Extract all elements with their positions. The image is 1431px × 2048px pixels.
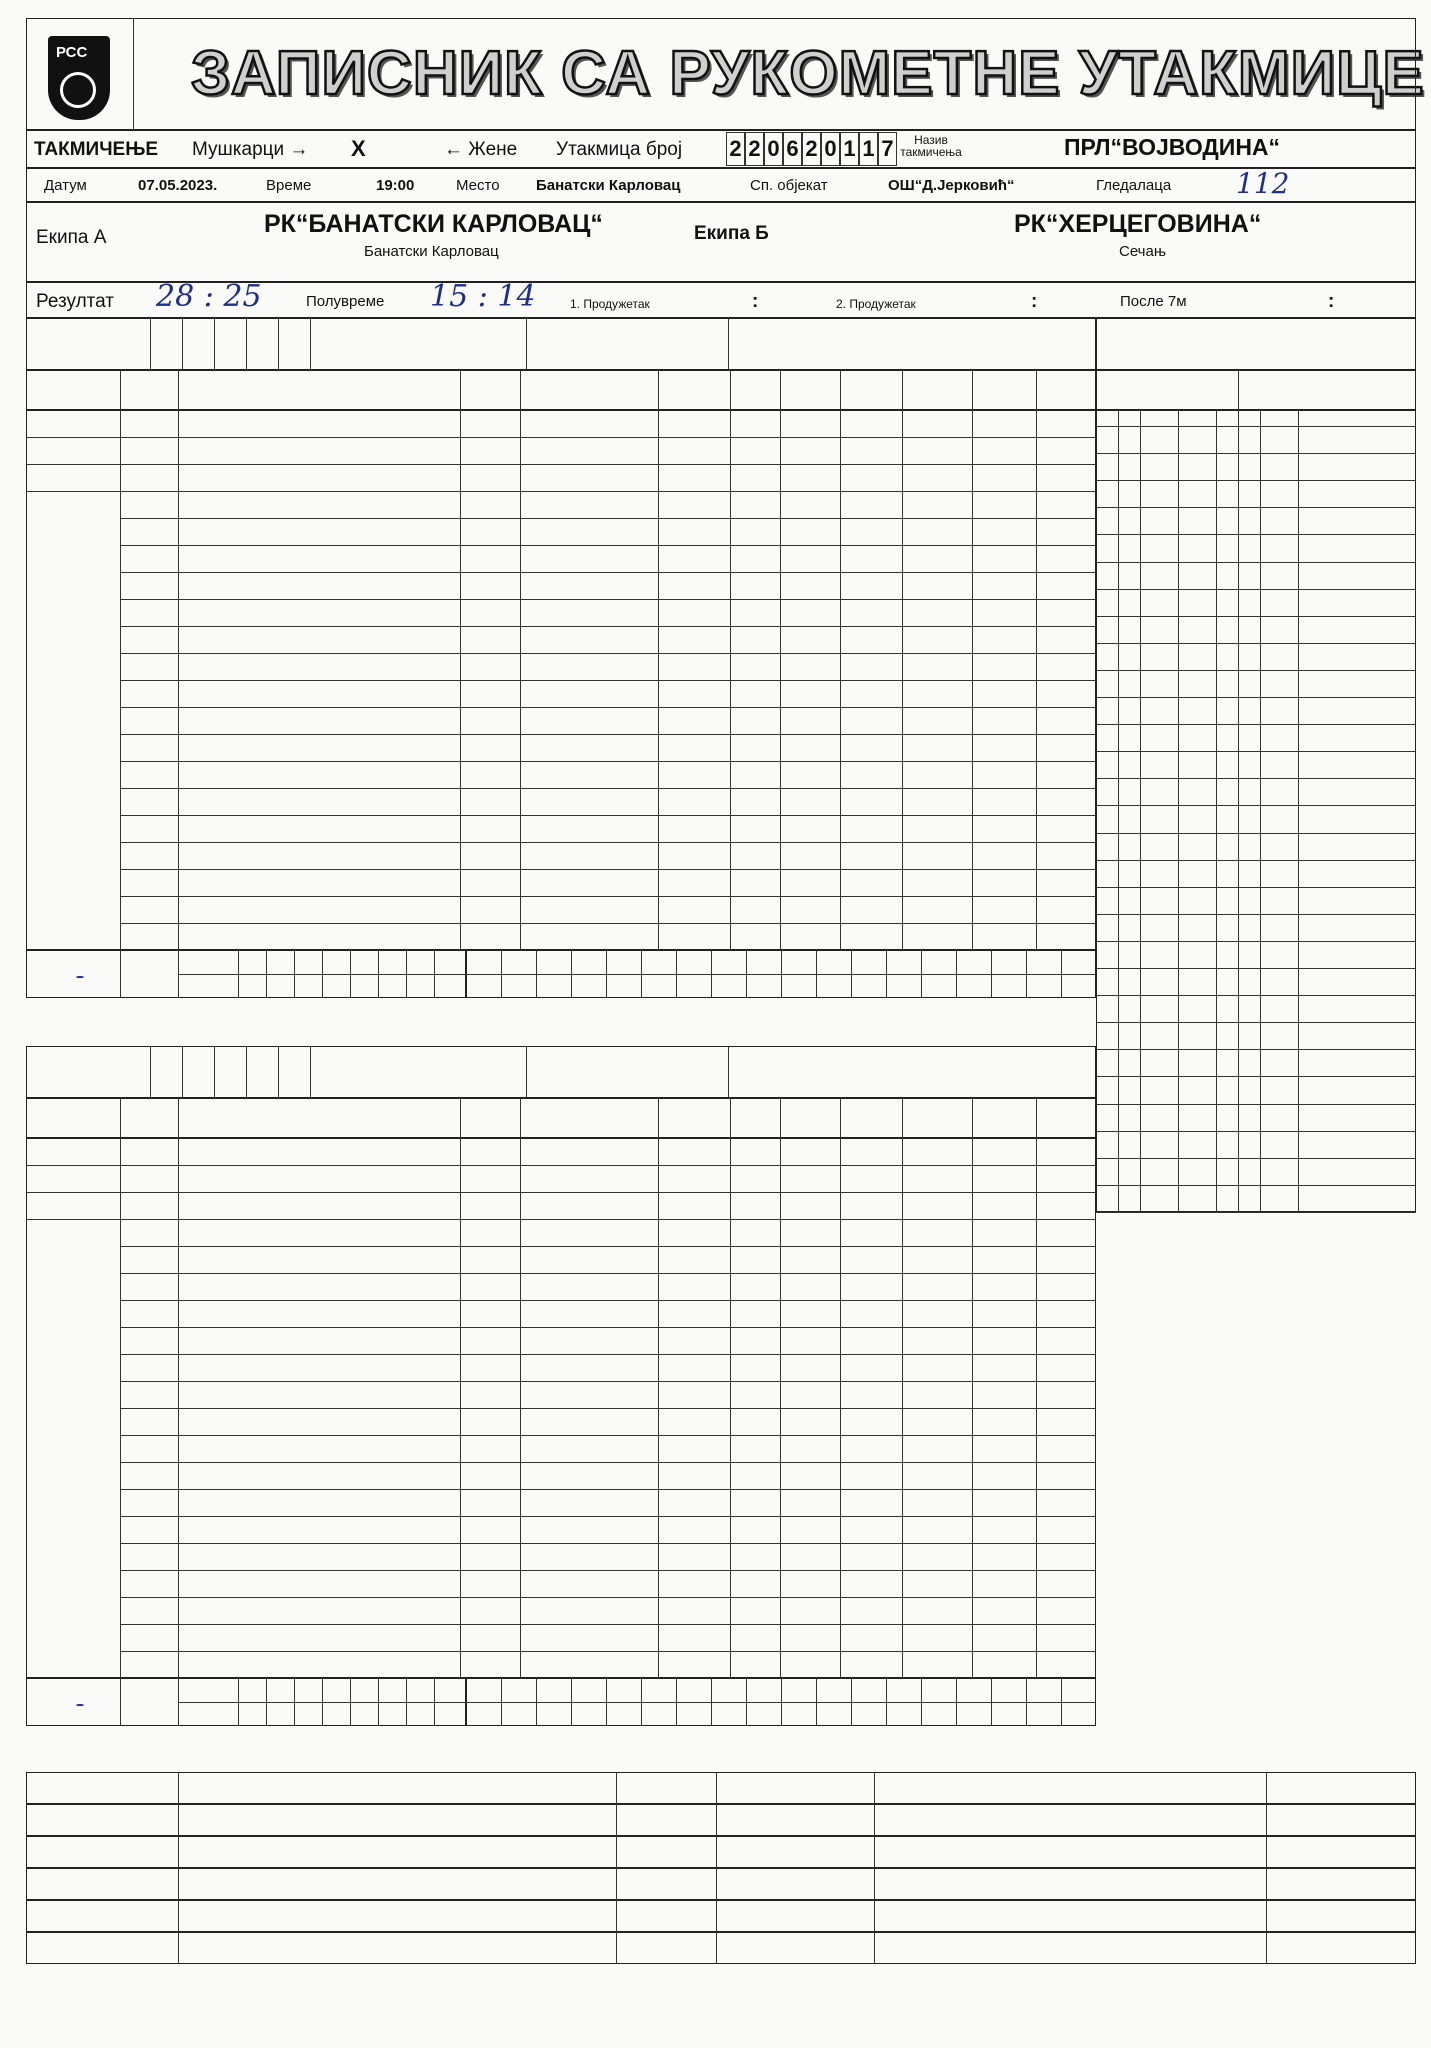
- divider: [178, 370, 179, 410]
- divider: [1096, 670, 1416, 671]
- divider: [120, 734, 1096, 735]
- divider: [728, 1046, 729, 1098]
- divider: [120, 545, 1096, 546]
- place-value: Банатски Карловац: [536, 177, 681, 194]
- divider: [120, 1219, 1096, 1220]
- men-label: Мушкарци →: [192, 139, 309, 160]
- progress-subheader: [1096, 370, 1416, 410]
- divider: [120, 1489, 1096, 1490]
- divider: [378, 950, 379, 998]
- divider: [1096, 426, 1416, 427]
- match-number-digit: 0: [764, 132, 783, 166]
- officials-row: [26, 1772, 1416, 1804]
- divider: [874, 1836, 875, 1868]
- match-sheet: [26, 18, 1425, 1998]
- divider: [178, 1836, 179, 1868]
- divider: [120, 1597, 1096, 1598]
- result-label: Резултат: [36, 291, 114, 312]
- team-a-name: РК“БАНАТСКИ КАРЛОВАЦ“: [264, 210, 603, 238]
- divider: [460, 1098, 461, 1138]
- progress-header: [1096, 318, 1416, 370]
- divider: [1096, 860, 1416, 861]
- divider: [1118, 410, 1119, 1212]
- divider: [1266, 1932, 1267, 1964]
- divider: [716, 1836, 717, 1868]
- divider: [406, 1678, 407, 1726]
- divider: [322, 1678, 323, 1726]
- divider: [466, 1702, 1096, 1703]
- team-a-label: Екипа А: [36, 227, 107, 248]
- divider: [874, 1932, 875, 1964]
- divider: [716, 1804, 717, 1836]
- divider: [120, 1408, 1096, 1409]
- overtime2-value: :: [1031, 291, 1038, 312]
- divider: [1266, 1804, 1267, 1836]
- divider: [972, 370, 973, 410]
- divider: [120, 437, 1096, 438]
- overtime1-label: 1. Продужетак: [570, 297, 650, 311]
- divider: [238, 950, 239, 998]
- after-7m-label: После 7м: [1120, 293, 1187, 310]
- divider: [1096, 968, 1416, 969]
- divider: [1096, 697, 1416, 698]
- divider: [120, 1300, 1096, 1301]
- divider: [120, 653, 1096, 654]
- divider: [730, 370, 731, 410]
- officials-row: [26, 1868, 1416, 1900]
- divider: [120, 1246, 1096, 1247]
- spectators-value: 112: [1236, 167, 1290, 200]
- divider: [1096, 914, 1416, 915]
- divider: [310, 1046, 311, 1098]
- officials-row: [26, 1804, 1416, 1836]
- divider: [526, 1046, 527, 1098]
- divider: [246, 318, 247, 370]
- divider: [294, 950, 295, 998]
- divider: [246, 1046, 247, 1098]
- divider: [26, 491, 120, 492]
- divider: [780, 370, 781, 410]
- divider: [716, 1868, 717, 1900]
- spectators-label: Гледалаца: [1096, 177, 1172, 194]
- divider: [120, 950, 121, 998]
- divider: [178, 1772, 179, 1804]
- divider: [178, 1098, 179, 1138]
- halftime-score: 15 : 14: [430, 279, 536, 314]
- divider: [434, 950, 435, 998]
- divider: [616, 1772, 617, 1804]
- header-box: [26, 18, 1416, 130]
- divider: [466, 974, 1096, 975]
- divider: [728, 318, 729, 370]
- team-header-row: [26, 318, 1096, 370]
- men-mark: X: [351, 136, 366, 161]
- divider: [120, 1381, 1096, 1382]
- divider: [1036, 1098, 1037, 1138]
- divider: [520, 370, 521, 410]
- officials-row: [26, 1932, 1416, 1964]
- divider: [730, 1098, 731, 1138]
- divider: [526, 318, 527, 370]
- divider: [1096, 941, 1416, 942]
- divider: [120, 1354, 1096, 1355]
- divider: [902, 370, 903, 410]
- divider: [266, 1678, 267, 1726]
- team-b-name: РК“ХЕРЦЕГОВИНА“: [1014, 210, 1262, 238]
- place-label: Место: [456, 177, 500, 194]
- divider: [1266, 1900, 1267, 1932]
- divider: [1140, 410, 1141, 1212]
- divider: [26, 1219, 120, 1220]
- divider: [1096, 1022, 1416, 1023]
- divider: [178, 1804, 179, 1836]
- divider: [1096, 507, 1416, 508]
- final-score: 28 : 25: [156, 279, 262, 314]
- divider: [120, 842, 1096, 843]
- divider: [120, 1435, 1096, 1436]
- divider: [874, 1804, 875, 1836]
- progress-grid: [1096, 410, 1416, 1212]
- officials-row: [26, 1900, 1416, 1932]
- competition-label: ТАКМИЧЕЊЕ: [34, 139, 159, 160]
- divider: [182, 318, 183, 370]
- divider: [520, 1098, 521, 1138]
- divider: [120, 788, 1096, 789]
- divider: [1096, 562, 1416, 563]
- divider: [460, 370, 461, 410]
- divider: [616, 1804, 617, 1836]
- divider: [1096, 805, 1416, 806]
- divider: [1298, 410, 1299, 1212]
- divider: [150, 318, 151, 370]
- divider: [120, 869, 1096, 870]
- divider: [120, 626, 1096, 627]
- match-number-digit: 1: [859, 132, 878, 166]
- match-number-digit: 0: [821, 132, 840, 166]
- divider: [26, 1192, 120, 1193]
- divider: [1096, 1076, 1416, 1077]
- match-no-label: Утакмица број: [556, 139, 683, 160]
- match-number-digit: 1: [840, 132, 859, 166]
- divider: [406, 950, 407, 998]
- divider: [120, 599, 1096, 600]
- divider: [178, 1900, 179, 1932]
- divider: [874, 1868, 875, 1900]
- divider: [266, 950, 267, 998]
- divider: [1178, 410, 1179, 1212]
- divider: [434, 1678, 435, 1726]
- divider: [1216, 410, 1217, 1212]
- overtime2-label: 2. Продужетак: [836, 297, 916, 311]
- divider: [120, 1651, 1096, 1652]
- divider: [120, 1462, 1096, 1463]
- divider: [120, 1165, 1096, 1166]
- divider: [214, 318, 215, 370]
- divider: [26, 437, 120, 438]
- logo-text: РСС: [56, 44, 88, 61]
- divider: [120, 370, 121, 410]
- team-header-row: [26, 1046, 1096, 1098]
- date-value: 07.05.2023.: [138, 177, 218, 194]
- divider: [120, 1543, 1096, 1544]
- divider: [278, 318, 279, 370]
- divider: [120, 1516, 1096, 1517]
- divider: [150, 1046, 151, 1098]
- venue-value: ОШ“Д.Јерковић“: [888, 177, 1015, 194]
- divider: [120, 1624, 1096, 1625]
- divider: [1266, 1772, 1267, 1804]
- team-a-city: Банатски Карловац: [364, 243, 499, 260]
- divider: [350, 950, 351, 998]
- divider: [120, 491, 1096, 492]
- divider: [278, 1046, 279, 1098]
- comp-name-label: Назив такмичења: [900, 133, 962, 159]
- page-title: ЗАПИСНИК СА РУКОМЕТНЕ УТАКМИЦЕ: [191, 39, 1425, 108]
- divider: [658, 370, 659, 410]
- divider: [1096, 1158, 1416, 1159]
- divider: [1096, 480, 1416, 481]
- divider: [658, 1098, 659, 1138]
- divider: [1096, 724, 1416, 725]
- divider: [1096, 778, 1416, 779]
- time-label: Време: [266, 177, 312, 194]
- divider: [840, 1098, 841, 1138]
- match-number-digit: 6: [783, 132, 802, 166]
- divider: [1036, 370, 1037, 410]
- team-b-city: Сечањ: [1119, 243, 1167, 260]
- officials-row: [26, 1836, 1416, 1868]
- overtime1-value: :: [752, 291, 759, 312]
- divider: [238, 1678, 239, 1726]
- divider: [1096, 534, 1416, 535]
- divider: [1096, 887, 1416, 888]
- divider: [1096, 643, 1416, 644]
- divider: [120, 923, 1096, 924]
- divider: [120, 1098, 121, 1138]
- divider: [1096, 1131, 1416, 1132]
- note-no: [76, 1704, 84, 1706]
- divider: [902, 1098, 903, 1138]
- time-value: 19:00: [376, 177, 415, 194]
- divider: [874, 1900, 875, 1932]
- divider: [178, 1868, 179, 1900]
- divider: [616, 1900, 617, 1932]
- divider: [120, 896, 1096, 897]
- divider: [780, 1098, 781, 1138]
- divider: [1096, 833, 1416, 834]
- divider: [1096, 589, 1416, 590]
- match-number-digit: 2: [802, 132, 821, 166]
- divider: [178, 1932, 179, 1964]
- after-7m-value: :: [1328, 291, 1335, 312]
- columns-header: [26, 1098, 1096, 1138]
- divider: [120, 1273, 1096, 1274]
- divider: [1260, 410, 1261, 1212]
- divider: [1096, 1104, 1416, 1105]
- divider: [1096, 616, 1416, 617]
- divider: [1096, 1185, 1416, 1186]
- divider: [716, 1900, 717, 1932]
- divider: [840, 370, 841, 410]
- comp-name: ПРЛ“ВОЈВОДИНА“: [1064, 134, 1281, 160]
- match-number-digit: 2: [745, 132, 764, 166]
- divider: [1096, 995, 1416, 996]
- divider: [310, 318, 311, 370]
- divider: [120, 1192, 1096, 1193]
- divider: [1096, 1212, 1416, 1213]
- team-b-label: Екипа Б: [694, 223, 769, 244]
- divider: [120, 1327, 1096, 1328]
- divider: [294, 1678, 295, 1726]
- divider: [1238, 410, 1239, 1212]
- divider: [616, 1932, 617, 1964]
- divider: [616, 1836, 617, 1868]
- columns-header: [26, 370, 1096, 410]
- divider: [716, 1772, 717, 1804]
- divider: [182, 1046, 183, 1098]
- women-label: ← Жене: [444, 139, 518, 160]
- divider: [120, 1570, 1096, 1571]
- divider: [120, 572, 1096, 573]
- divider: [616, 1868, 617, 1900]
- divider: [1096, 1049, 1416, 1050]
- divider: [1096, 453, 1416, 454]
- venue-label: Сп. објекат: [750, 177, 828, 194]
- divider: [120, 680, 1096, 681]
- divider: [120, 761, 1096, 762]
- match-number-digit: 7: [878, 132, 897, 166]
- divider: [874, 1772, 875, 1804]
- divider: [378, 1678, 379, 1726]
- divider: [1266, 1868, 1267, 1900]
- divider: [120, 707, 1096, 708]
- divider: [350, 1678, 351, 1726]
- divider: [1096, 751, 1416, 752]
- divider: [26, 464, 120, 465]
- date-label: Датум: [44, 177, 87, 194]
- divider: [120, 464, 1096, 465]
- divider: [1238, 370, 1239, 410]
- divider: [120, 1678, 121, 1726]
- note-no: [76, 976, 84, 978]
- divider: [120, 815, 1096, 816]
- match-number-digit: 2: [726, 132, 745, 166]
- details-row: [26, 168, 1416, 202]
- divider: [120, 518, 1096, 519]
- divider: [972, 1098, 973, 1138]
- divider: [322, 950, 323, 998]
- divider: [716, 1932, 717, 1964]
- divider: [1266, 1836, 1267, 1868]
- divider: [214, 1046, 215, 1098]
- divider: [26, 1165, 120, 1166]
- halftime-label: Полувреме: [306, 293, 385, 310]
